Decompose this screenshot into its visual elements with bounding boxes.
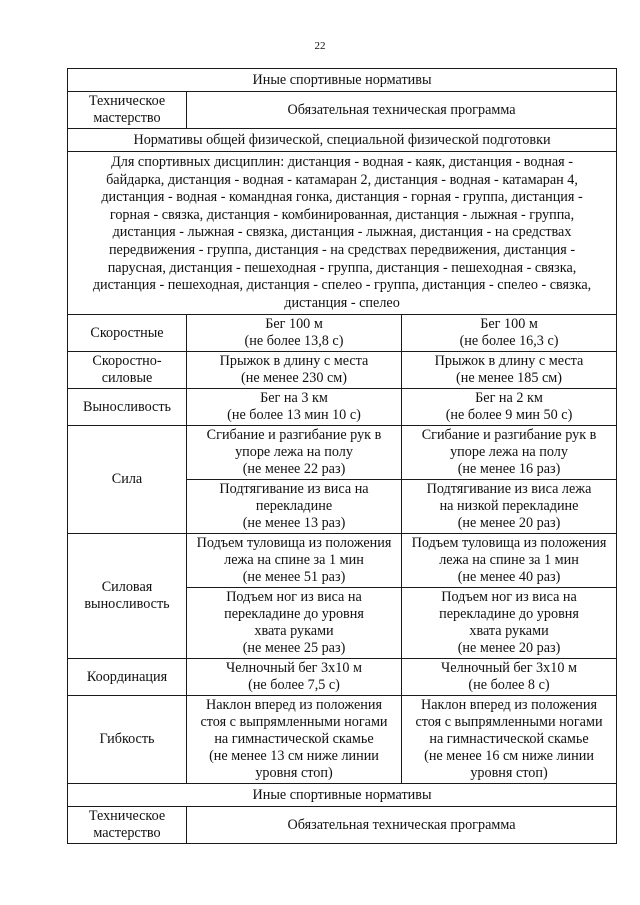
section-header-row xyxy=(68,69,617,92)
disciplines-line: дистанция - спелео xyxy=(284,294,400,311)
norm-value-line: (не менее 40 раз) xyxy=(457,569,561,586)
section-title: Иные спортивные нормативы xyxy=(68,69,617,92)
norm-value-line: (не менее 185 см) xyxy=(456,370,563,387)
norm-value-line: Бег на 3 км xyxy=(260,390,328,407)
category-cell xyxy=(68,659,187,696)
norm-value-line: (не менее 16 раз) xyxy=(457,461,561,478)
norm-value-cell-second xyxy=(402,426,617,480)
technical-mastery-row xyxy=(68,807,617,844)
general-standards-header-row xyxy=(68,129,617,152)
norm-value-cell-second xyxy=(402,352,617,389)
disciplines-line: байдарка, дистанция - водная - катамаран 2, дистанция - водная - катамаран 4, xyxy=(106,171,578,188)
norm-value-cell-first xyxy=(187,315,402,352)
disciplines-line: парусная, дистанция - пешеходная - группа, дистанция - пешеходная - связка, xyxy=(107,259,577,276)
norm-value-line: (не более 7,5 с) xyxy=(248,677,340,694)
norm-value-line: на низкой перекладине xyxy=(439,498,579,515)
norm-value-line: (не более 9 мин 50 с) xyxy=(445,407,573,424)
norm-value-cell-second xyxy=(402,696,617,784)
norm-value-cell-second xyxy=(402,389,617,426)
category-label: Гибкость xyxy=(99,731,155,748)
norm-value-line: (не менее 20 раз) xyxy=(457,515,561,532)
norm-value-line: перекладине до уровня xyxy=(224,606,364,623)
label-line: мастерство xyxy=(93,110,161,126)
norm-value-line: лежа на спине за 1 мин xyxy=(439,552,579,569)
norm-row xyxy=(68,659,617,696)
norm-value-line: (не менее 16 см ниже линии xyxy=(424,748,594,765)
category-cell xyxy=(68,696,187,784)
norm-value-line: Челночный бег 3x10 м xyxy=(441,660,577,677)
section-title: Иные спортивные нормативы xyxy=(68,784,617,807)
norm-value-line: на гимнастической скамье xyxy=(429,731,589,748)
norm-value-line: упоре лежа на полу xyxy=(450,444,568,461)
category-label: Координация xyxy=(86,668,168,685)
label-line: Техническое xyxy=(88,808,166,825)
technical-mastery-label xyxy=(68,92,187,129)
norm-value-line: (не менее 51 раз) xyxy=(242,569,346,586)
disciplines-line: дистанция - лыжная - связка, дистанция - лыжная, дистанция - на средствах xyxy=(112,224,572,241)
standards-table xyxy=(67,68,617,844)
norm-value-line: (не более 8 с) xyxy=(468,677,550,694)
disciplines-cell xyxy=(68,152,617,315)
norm-value-line: Подтягивание из виса лежа xyxy=(426,481,592,498)
norm-value-line: перекладине до уровня xyxy=(439,606,579,623)
norm-value-line: (не более 13,8 с) xyxy=(244,333,344,350)
norm-value-line: (не менее 13 см ниже линии xyxy=(209,748,379,765)
norm-value-line: Прыжок в длину с места xyxy=(434,353,584,370)
disciplines-line: передвижения - группа, дистанция - на средствах передвижения, дистанция - xyxy=(108,241,576,258)
norm-value-line: (не менее 230 см) xyxy=(241,370,347,387)
norm-value-cell-first xyxy=(187,352,402,389)
norm-row xyxy=(68,315,617,352)
norm-value-cell-second xyxy=(402,315,617,352)
norm-value-line: (не более 13 мин 10 с) xyxy=(227,407,361,424)
norm-value-line: Подъем туловища из положения xyxy=(196,535,392,552)
norm-value-line: стоя с выпрямленными ногами xyxy=(200,714,388,731)
norm-value-line: Подъем туловища из положения xyxy=(411,535,607,552)
general-standards-header: Нормативы общей физической, специальной физической подготовки xyxy=(68,129,617,152)
section-header-row xyxy=(68,784,617,807)
category-cell xyxy=(68,352,187,389)
norm-value-line: упоре лежа на полу xyxy=(235,444,353,461)
category-label: Силовая xyxy=(101,579,153,596)
category-cell xyxy=(68,389,187,426)
norm-value-line: Наклон вперед из положения xyxy=(206,697,382,714)
norm-value-cell-first xyxy=(187,659,402,696)
norm-value-line: Бег 100 м xyxy=(265,316,323,333)
norm-value-cell-first xyxy=(187,696,402,784)
disciplines-line: горная - связка, дистанция - комбинированная, дистанция - лыжная - группа, xyxy=(109,206,575,223)
norm-value-line: Челночный бег 3x10 м xyxy=(226,660,362,677)
disciplines-line: Для спортивных дисциплин: дистанция - водная - каяк, дистанция - водная - xyxy=(111,154,573,170)
norm-value-line: Бег 100 м xyxy=(480,316,538,333)
disciplines-line: дистанция - водная - командная гонка, дистанция - горная - группа, дистанция - xyxy=(101,189,583,206)
technical-mastery-value: Обязательная техническая программа xyxy=(187,92,617,129)
norm-value-line: (не менее 20 раз) xyxy=(457,640,561,657)
norm-row xyxy=(68,696,617,784)
category-label: Скоростно- xyxy=(92,353,162,370)
norm-value-cell-second xyxy=(402,534,617,588)
norm-value-line: Бег на 2 км xyxy=(475,390,543,407)
category-cell xyxy=(68,534,187,659)
label-line: мастерство xyxy=(93,825,161,842)
norm-value-cell-first xyxy=(187,389,402,426)
norm-value-line: Подъем ног из виса на xyxy=(226,589,362,606)
norm-row xyxy=(68,352,617,389)
category-cell xyxy=(68,315,187,352)
norm-value-line: стоя с выпрямленными ногами xyxy=(415,714,603,731)
disciplines-row xyxy=(68,152,617,315)
norm-value-line: Прыжок в длину с места xyxy=(219,353,369,370)
norm-value-line: (не менее 22 раз) xyxy=(242,461,346,478)
category-label: Скоростные xyxy=(90,324,164,341)
norm-value-line: Сгибание и разгибание рук в xyxy=(206,427,382,444)
norm-row xyxy=(68,426,617,480)
technical-mastery-label xyxy=(68,807,187,844)
norm-value-cell-first xyxy=(187,534,402,588)
norm-value-line: Сгибание и разгибание рук в xyxy=(421,427,597,444)
norm-value-line: (не менее 25 раз) xyxy=(242,640,346,657)
norm-value-line: лежа на спине за 1 мин xyxy=(224,552,364,569)
page-number: 22 xyxy=(314,40,326,52)
norm-value-cell-second xyxy=(402,588,617,659)
category-label: Сила xyxy=(111,471,143,488)
norm-row xyxy=(68,389,617,426)
norm-value-line: уровня стоп) xyxy=(255,765,333,782)
norm-value-line: Подтягивание из виса на xyxy=(219,481,369,498)
category-label: силовые xyxy=(101,370,153,387)
norm-value-line: на гимнастической скамье xyxy=(214,731,374,748)
norm-value-cell-first xyxy=(187,588,402,659)
disciplines-line: дистанция - пешеходная, дистанция - спелео - группа, дистанция - спелео - связка, xyxy=(92,277,592,294)
category-cell xyxy=(68,426,187,534)
norm-value-line: Наклон вперед из положения xyxy=(421,697,598,714)
label-line: Техническое xyxy=(88,93,166,109)
norm-value-line: (не менее 13 раз) xyxy=(242,515,346,532)
norm-value-line: хвата руками xyxy=(469,623,549,640)
norm-row xyxy=(68,534,617,588)
norm-value-cell-first xyxy=(187,426,402,480)
technical-mastery-value: Обязательная техническая программа xyxy=(187,807,617,844)
norm-value-line: Подъем ног из виса на xyxy=(441,589,577,606)
category-label: выносливость xyxy=(84,596,170,613)
norm-value-line: перекладине xyxy=(255,498,333,515)
norm-value-line: уровня стоп) xyxy=(470,765,548,782)
category-label: Выносливость xyxy=(82,398,172,415)
norm-value-cell-first xyxy=(187,480,402,534)
norm-value-cell-second xyxy=(402,480,617,534)
technical-mastery-row xyxy=(68,92,617,129)
norm-value-cell-second xyxy=(402,659,617,696)
norm-value-line: хвата руками xyxy=(254,623,334,640)
norm-value-line: (не более 16,3 с) xyxy=(459,333,559,350)
